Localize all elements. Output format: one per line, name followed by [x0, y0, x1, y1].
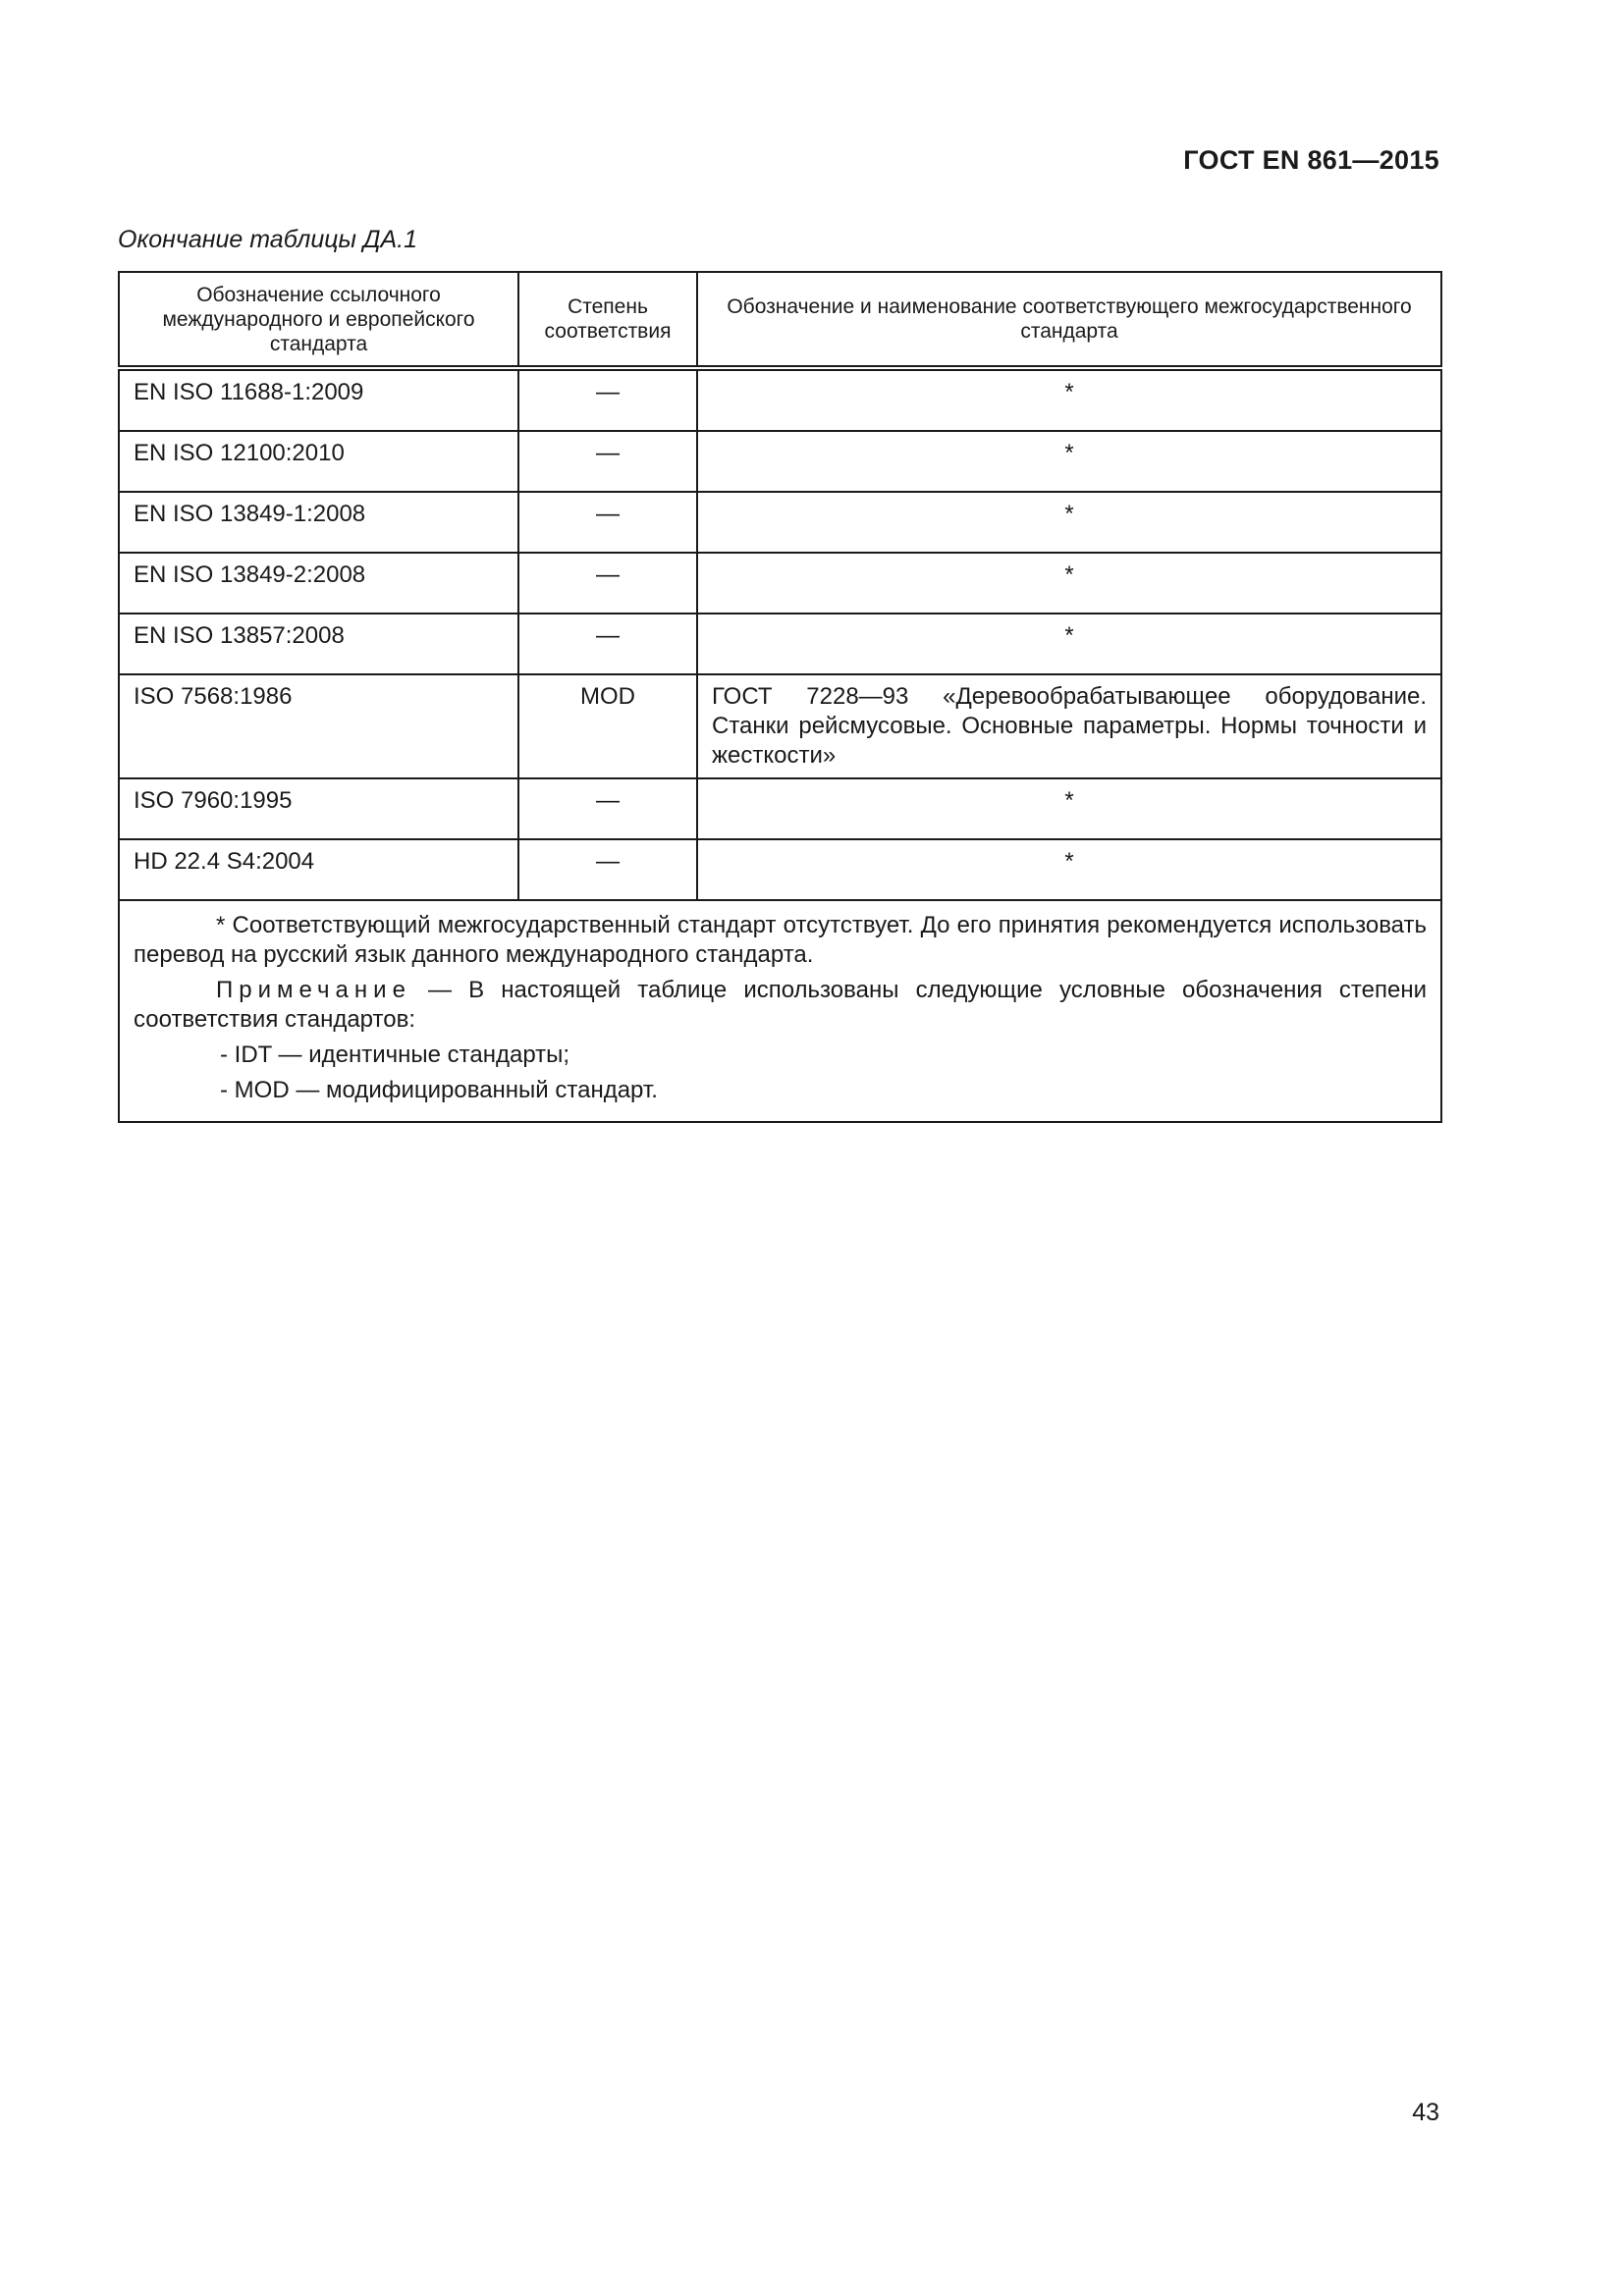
table-caption: Окончание таблицы ДА.1	[118, 226, 417, 253]
table-header-row	[119, 272, 1441, 368]
interstate-standard-cell: *	[697, 368, 1441, 431]
interstate-standard-cell: *	[697, 431, 1441, 492]
table-row	[119, 553, 1441, 614]
interstate-standard-cell: *	[697, 778, 1441, 839]
table-footnote-row	[119, 900, 1441, 1122]
interstate-standard-cell: *	[697, 492, 1441, 553]
note-label: Примечание	[216, 977, 411, 1003]
document-id-header: ГОСТ EN 861—2015	[1183, 145, 1439, 175]
degree-cell: —	[518, 368, 697, 431]
degree-cell: —	[518, 431, 697, 492]
table-footnote-cell	[119, 900, 1441, 1122]
interstate-standard-cell: *	[697, 614, 1441, 674]
table-row	[119, 368, 1441, 431]
interstate-standard-cell: *	[697, 553, 1441, 614]
reference-standard-cell: EN ISO 11688-1:2009	[119, 368, 518, 431]
footnote-star-note: * Соответствующий межгосударственный стандарт отсутствует. До его принятия рекомендуется использовать перевод на русский язык данного международного стандарта.	[134, 912, 1427, 968]
table-row	[119, 431, 1441, 492]
degree-cell: —	[518, 778, 697, 839]
note-text: — В настоящей таблице использованы следующие условные обозначения степени соответствия стандартов:	[134, 977, 1427, 1033]
degree-cell: MOD	[518, 674, 697, 778]
degree-cell: —	[518, 553, 697, 614]
list-item: - MOD — модифицированный стандарт.	[220, 1077, 658, 1103]
table-row	[119, 674, 1441, 778]
list-item: - IDT — идентичные стандарты;	[220, 1041, 570, 1068]
column-header-degree: Степень соответствия	[518, 272, 697, 368]
table-row	[119, 778, 1441, 839]
reference-standard-cell: ISO 7568:1986	[119, 674, 518, 778]
column-header-reference-standard: Обозначение ссылочного международного и европейского стандарта	[119, 272, 518, 368]
degree-cell: —	[518, 492, 697, 553]
page-number: 43	[1412, 2099, 1439, 2126]
reference-standard-cell: EN ISO 13849-2:2008	[119, 553, 518, 614]
degree-cell: —	[518, 614, 697, 674]
reference-standard-cell: EN ISO 12100:2010	[119, 431, 518, 492]
table-row	[119, 839, 1441, 900]
degree-cell: —	[518, 839, 697, 900]
column-header-interstate-standard: Обозначение и наименование соответствующего межгосударственного стандарта	[697, 272, 1441, 368]
table-row	[119, 614, 1441, 674]
interstate-standard-cell: *	[697, 839, 1441, 900]
reference-standard-cell: ISO 7960:1995	[119, 778, 518, 839]
interstate-standard-cell: ГОСТ 7228—93 «Деревообрабатывающее оборудование. Станки рейсмусовые. Основные параметры. Нормы точности и жесткости»	[697, 674, 1441, 778]
reference-standard-cell: EN ISO 13857:2008	[119, 614, 518, 674]
standards-correspondence-table	[118, 271, 1442, 1123]
table-row	[119, 492, 1441, 553]
footnote-note	[134, 976, 1427, 1035]
reference-standard-cell: EN ISO 13849-1:2008	[119, 492, 518, 553]
reference-standard-cell: HD 22.4 S4:2004	[119, 839, 518, 900]
